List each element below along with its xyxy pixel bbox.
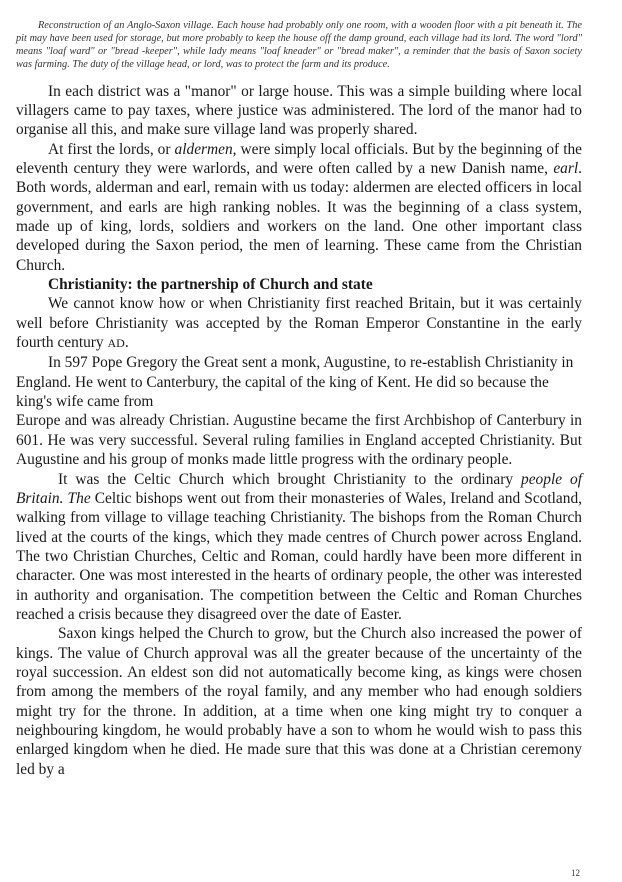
document-page	[16, 20, 582, 779]
paragraph-manor: In each district was a "manor" or large house. This was a simple building where local villagers came to pay taxes, where justice was administered. The lord of the manor had to organise all this, and make sure village land was properly shared.	[16, 82, 582, 139]
paragraph-saxon-kings: Saxon kings helped the Church to grow, but the Church also increased the power of kings. The value of Church approval was all the greater because of the uncertainty of the royal succession. An eldest son did not automatically become king, as kings were chosen from among the members of the royal family, and any member who had enough soldiers might try for the throne. In addition, at a time when one king might try to conquer a neighbouring kingdom, he would probably have a son to whom he would wish to pass this enlarged kingdom when he died. He made sure that this was done at a Christian ceremony led by a	[16, 625, 582, 778]
text-span: .	[124, 334, 129, 352]
italic-term-aldermen: aldermen,	[174, 140, 237, 158]
italic-term-earl: earl	[553, 160, 579, 177]
section-heading: Christianity: the partnership of Church and state	[48, 276, 373, 294]
paragraph-augustine-part1: In 597 Pope Gregory the Great sent a monk, Augustine, to re-establish Christianity in England. He went to Canterbury, the capital of the king of Kent. He did so because the king's wife came from	[16, 354, 574, 411]
paragraph-aldermen	[16, 140, 582, 275]
text-span: It was the Celtic Church which brought Christianity to the ordinary	[58, 470, 522, 488]
text-span: were simply local officials. But by the beginning of the eleventh century they were warlords, and were often called by a new Danish name,	[16, 140, 582, 177]
paragraph-celtic-church	[16, 470, 582, 625]
paragraph-augustine-part2: Europe and was already Christian. Augustine became the first Archbishop of Canterbury in 601. He was very successful. Several ruling families in England accepted Christianity. But Augustine and his group of monks made little progress with the ordinary people.	[16, 412, 582, 469]
italic-phrase: people of Britain. The	[16, 470, 583, 507]
figure-caption	[16, 20, 582, 72]
caption-text: Reconstruction of an Anglo-Saxon village. Each house had probably only one room, with a wooden floor with a pit beneath it. The pit may have been used for storage, but more probably to keep the house off the damp ground, each village had its lord. The word "lord" means "loaf ward" or "bread -keeper", while lady means "loaf kneader" or "bread maker", a reminder that the basis of Saxon society was farming. The duty of the village head, or lord, was to protect the farm and its produce.	[16, 20, 582, 70]
text-span: . Both words, alderman and earl, remain with us today: aldermen are elected officers in local government, and earls are high ranking nobles. It was the beginning of a class system, made up of king, lords, soldiers and workers on the land. One other important class developed during the Saxon period, the men of learning. These came from the Christian Church.	[16, 160, 582, 274]
paragraph-christianity-origin	[16, 294, 582, 353]
text-span: Celtic bishops went out from their monasteries of Wales, Ireland and Scotland, walking from village to village teaching Christianity. The bishops from the Roman Church lived at the courts of the kings, which they made centres of Church power across England. The two Christian Churches, Celtic and Roman, could hardly have been more different in character. One was most interested in the hearts of ordinary people, the other was interested in authority and organisation. The competition between the Celtic and Roman Churches reached a crisis because they disagreed over the date of Easter.	[16, 489, 582, 623]
page-number: 12	[571, 868, 580, 878]
text-span: At first the lords, or	[48, 140, 175, 158]
text-span: We cannot know how or when Christianity first reached Britain, but it was certainly well before Christianity was accepted by the Roman Emperor Constantine in the early fourth century	[16, 295, 582, 352]
small-caps-ad: AD	[107, 336, 125, 351]
body-text	[16, 82, 582, 779]
